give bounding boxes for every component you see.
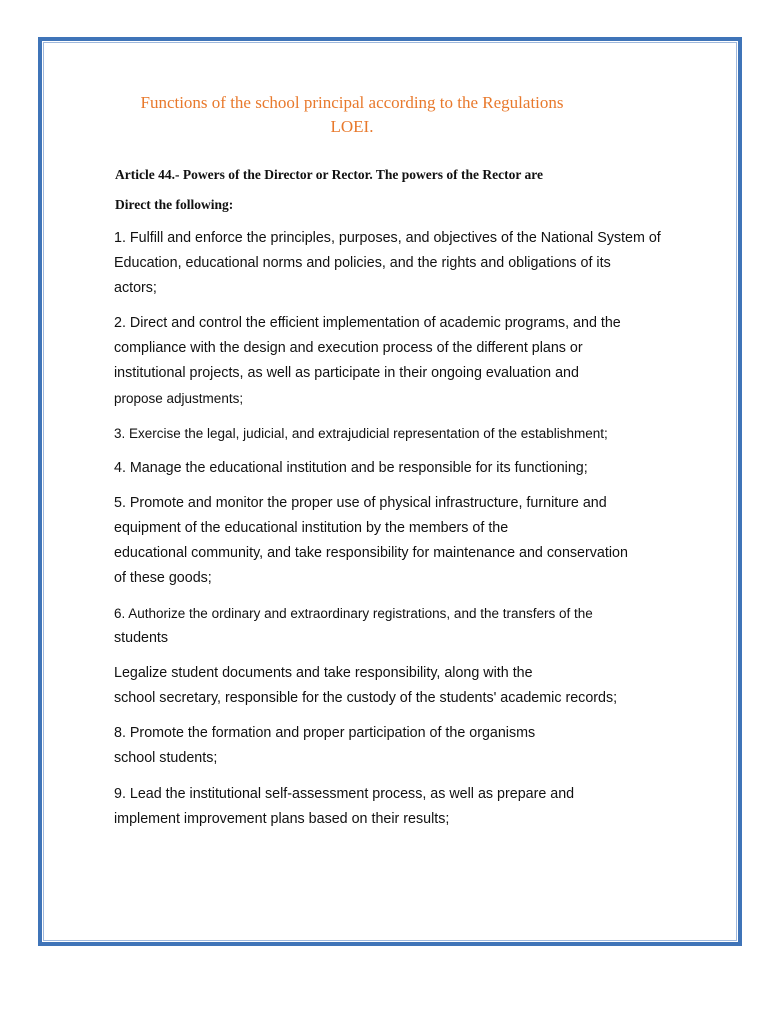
text-line: 8. Promote the formation and proper participation of the organisms	[114, 725, 536, 741]
text-line: compliance with the design and execution process of the different plans or	[114, 340, 583, 356]
text-line: Legalize student documents and take responsibility, along with the	[114, 665, 533, 681]
text-line: Education, educational norms and policies, and the rights and obligations of its	[114, 255, 611, 271]
document-title	[76, 91, 628, 139]
title-line-2: LOEI.	[330, 117, 374, 136]
text-line: 6. Authorize the ordinary and extraordinary registrations, and the transfers of the	[114, 606, 593, 621]
list-item-8	[114, 721, 694, 771]
list-item-3	[114, 421, 694, 446]
list-item-6	[114, 601, 694, 651]
list-item-1	[114, 226, 694, 301]
article-heading: Article 44.- Powers of the Director or Rector. The powers of the Rector are	[115, 167, 543, 182]
list-item-5	[114, 491, 694, 591]
text-line: students	[114, 630, 169, 646]
text-line: school students;	[114, 750, 218, 766]
text-line: equipment of the educational institution by the members of the	[114, 520, 509, 536]
text-line: 4. Manage the educational institution and be responsible for its functioning;	[114, 460, 588, 476]
text-line: school secretary, responsible for the custody of the students' academic records;	[114, 690, 618, 706]
text-line: 5. Promote and monitor the proper use of physical infrastructure, furniture and	[114, 495, 607, 511]
list-item-9	[114, 782, 694, 832]
article-heading-continued: Direct the following:	[115, 197, 234, 212]
title-line-1: Functions of the school principal according to the Regulations	[140, 93, 564, 112]
text-line: propose adjustments;	[114, 391, 244, 406]
text-line: 1. Fulfill and enforce the principles, purposes, and objectives of the National System of	[114, 230, 661, 246]
text-line: educational community, and take responsibility for maintenance and conservation	[114, 545, 628, 561]
text-line: of these goods;	[114, 570, 212, 586]
list-item-4	[114, 456, 694, 481]
text-line: implement improvement plans based on their results;	[114, 811, 450, 827]
text-line: 2. Direct and control the efficient implementation of academic programs, and the	[114, 315, 621, 331]
text-line: actors;	[114, 280, 157, 296]
list-item-2	[114, 311, 694, 411]
list-item-7	[114, 661, 694, 711]
text-line: 9. Lead the institutional self-assessment process, as well as prepare and	[114, 786, 575, 802]
text-line: 3. Exercise the legal, judicial, and extrajudicial representation of the establishment;	[114, 426, 608, 441]
text-line: institutional projects, as well as participate in their ongoing evaluation and	[114, 365, 579, 381]
